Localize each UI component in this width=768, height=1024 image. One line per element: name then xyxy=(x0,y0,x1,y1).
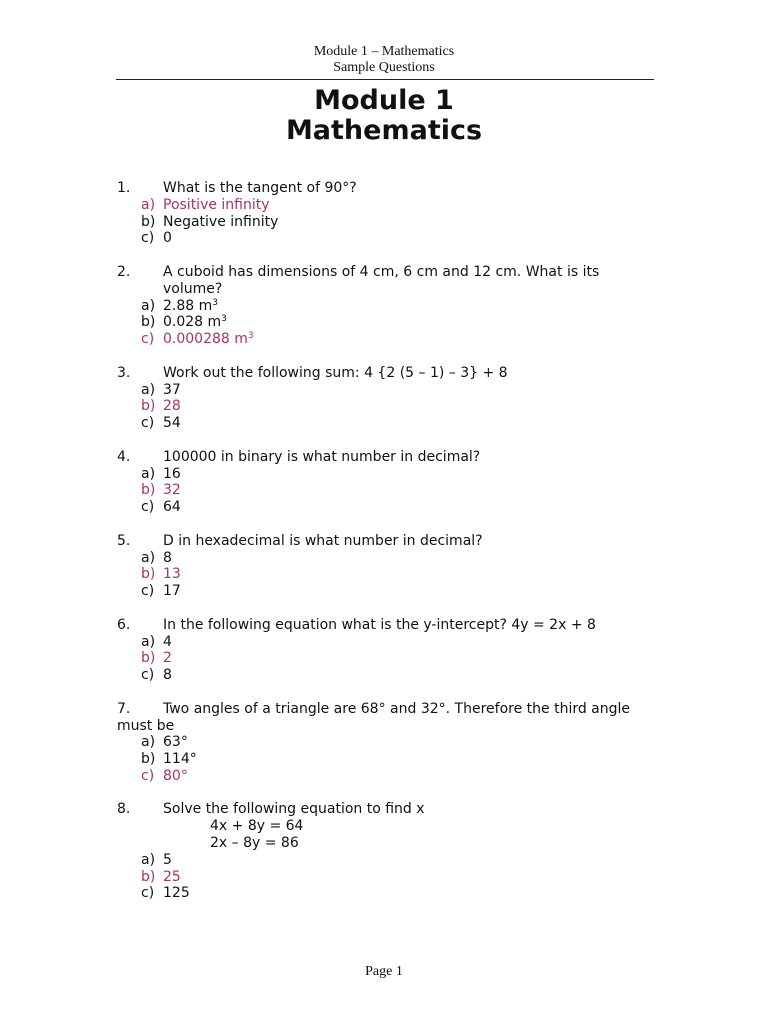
option-letter: b) xyxy=(141,751,156,768)
question-text: Two angles of a triangle are 68° and 32°. Therefore the third angle must be xyxy=(117,700,631,734)
question-text: 100000 in binary is what number in decimal? xyxy=(163,448,481,465)
option-text: 4 xyxy=(163,633,172,650)
option-letter: a) xyxy=(141,851,156,868)
question-8 xyxy=(117,801,662,902)
option-letter: c) xyxy=(141,331,155,348)
question-number: 1. xyxy=(117,180,131,196)
header-divider xyxy=(116,79,654,80)
option-text: 13 xyxy=(163,566,181,583)
header-module-line: Module 1 – Mathematics xyxy=(313,44,455,59)
option-text: 32 xyxy=(163,482,181,499)
question-number: 4. xyxy=(117,448,131,465)
question-stem xyxy=(117,533,662,550)
question-stem xyxy=(117,449,662,466)
option-text: 8 xyxy=(163,667,172,684)
question-4 xyxy=(117,449,662,516)
answer-option xyxy=(117,634,662,651)
answer-option xyxy=(117,734,662,751)
answer-option xyxy=(117,583,662,600)
question-text: In the following equation what is the y-intercept? 4y = 2x + 8 xyxy=(163,616,596,633)
option-letter: a) xyxy=(141,633,156,650)
answer-option-correct xyxy=(117,331,662,348)
answer-option xyxy=(117,885,662,902)
option-letter: a) xyxy=(141,297,156,314)
answer-option xyxy=(117,499,662,516)
answer-option xyxy=(117,382,662,399)
question-7 xyxy=(117,701,662,785)
option-letter: b) xyxy=(141,213,156,230)
option-text: 8 xyxy=(163,549,172,566)
equation-line: 2x – 8y = 86 xyxy=(210,835,299,852)
option-text: 80° xyxy=(163,767,188,784)
title-line-1: Module 1 xyxy=(314,85,454,116)
option-text: 5 xyxy=(163,851,172,868)
question-5 xyxy=(117,533,662,600)
option-letter: a) xyxy=(141,734,156,751)
option-text: 54 xyxy=(163,415,181,432)
question-stem xyxy=(117,264,662,298)
answer-option-correct xyxy=(117,197,662,214)
option-letter: a) xyxy=(141,196,156,213)
question-stem xyxy=(117,365,662,382)
option-text: 28 xyxy=(163,398,181,415)
option-letter: c) xyxy=(141,583,155,600)
option-text: 63° xyxy=(163,734,188,751)
question-stem xyxy=(117,180,662,197)
answer-option xyxy=(117,415,662,432)
question-6 xyxy=(117,617,662,684)
question-1 xyxy=(117,180,662,247)
equation-line: 4x + 8y = 64 xyxy=(210,818,304,835)
option-letter: a) xyxy=(141,381,156,398)
option-letter: c) xyxy=(141,767,155,784)
question-number: 3. xyxy=(117,364,131,381)
option-letter: b) xyxy=(141,650,156,667)
option-text: 0 xyxy=(163,230,172,247)
question-text: Solve the following equation to find x xyxy=(163,801,425,818)
answer-option-correct xyxy=(117,650,662,667)
option-text: 0.028 m xyxy=(163,314,222,331)
answer-option xyxy=(117,667,662,684)
option-text: 125 xyxy=(163,885,190,902)
page-title xyxy=(0,86,768,146)
title-line-2: Mathematics xyxy=(285,115,483,146)
option-letter: c) xyxy=(141,230,155,247)
option-letter: c) xyxy=(141,885,155,902)
question-text: What is the tangent of 90°? xyxy=(163,180,357,196)
question-stem xyxy=(117,617,662,634)
answer-option xyxy=(117,230,662,247)
option-letter: b) xyxy=(141,566,156,583)
unit-exponent: 3 xyxy=(247,331,254,342)
question-list xyxy=(117,180,662,919)
option-text: Negative infinity xyxy=(163,213,279,230)
question-text: Work out the following sum: 4 {2 (5 – 1) – 3} + 8 xyxy=(163,364,508,381)
option-letter: c) xyxy=(141,499,155,516)
unit-exponent: 3 xyxy=(212,297,218,308)
question-3 xyxy=(117,365,662,432)
answer-option-correct xyxy=(117,869,662,886)
option-letter: c) xyxy=(141,667,155,684)
answer-option xyxy=(117,550,662,567)
option-text: Positive infinity xyxy=(163,196,270,213)
option-letter: a) xyxy=(141,549,156,566)
page-header xyxy=(0,44,768,76)
answer-option xyxy=(117,751,662,768)
question-number: 2. xyxy=(117,263,131,280)
question-stem xyxy=(117,701,662,735)
question-stem xyxy=(117,801,662,818)
option-text: 2.88 m xyxy=(163,297,213,314)
unit-exponent: 3 xyxy=(221,314,227,325)
answer-option xyxy=(117,852,662,869)
answer-option xyxy=(117,214,662,231)
page-number: Page 1 xyxy=(365,964,403,979)
option-letter: b) xyxy=(141,398,156,415)
option-text: 17 xyxy=(163,583,181,600)
header-subtitle: Sample Questions xyxy=(333,60,435,75)
option-letter: a) xyxy=(141,465,156,482)
answer-option-correct xyxy=(117,482,662,499)
answer-option-correct xyxy=(117,768,662,785)
option-text: 0.000288 m xyxy=(163,331,248,348)
page-footer xyxy=(0,964,768,980)
question-number: 5. xyxy=(117,532,131,549)
option-text: 16 xyxy=(163,465,181,482)
question-text: A cuboid has dimensions of 4 cm, 6 cm and 12 cm. What is its volume? xyxy=(163,263,600,297)
question-text: D in hexadecimal is what number in decimal? xyxy=(163,532,483,549)
answer-option xyxy=(117,298,662,315)
answer-option xyxy=(117,466,662,483)
option-text: 114° xyxy=(163,751,197,768)
question-number: 8. xyxy=(117,801,131,818)
option-letter: c) xyxy=(141,415,155,432)
question-2 xyxy=(117,264,662,348)
option-text: 25 xyxy=(163,868,181,885)
question-number: 6. xyxy=(117,616,131,633)
option-text: 2 xyxy=(163,650,172,667)
question-number: 7. xyxy=(117,700,131,717)
answer-option xyxy=(117,314,662,331)
option-letter: b) xyxy=(141,314,156,331)
answer-option-correct xyxy=(117,566,662,583)
option-text: 37 xyxy=(163,381,181,398)
answer-option-correct xyxy=(117,398,662,415)
option-letter: b) xyxy=(141,868,156,885)
option-text: 64 xyxy=(163,499,181,516)
option-letter: b) xyxy=(141,482,156,499)
